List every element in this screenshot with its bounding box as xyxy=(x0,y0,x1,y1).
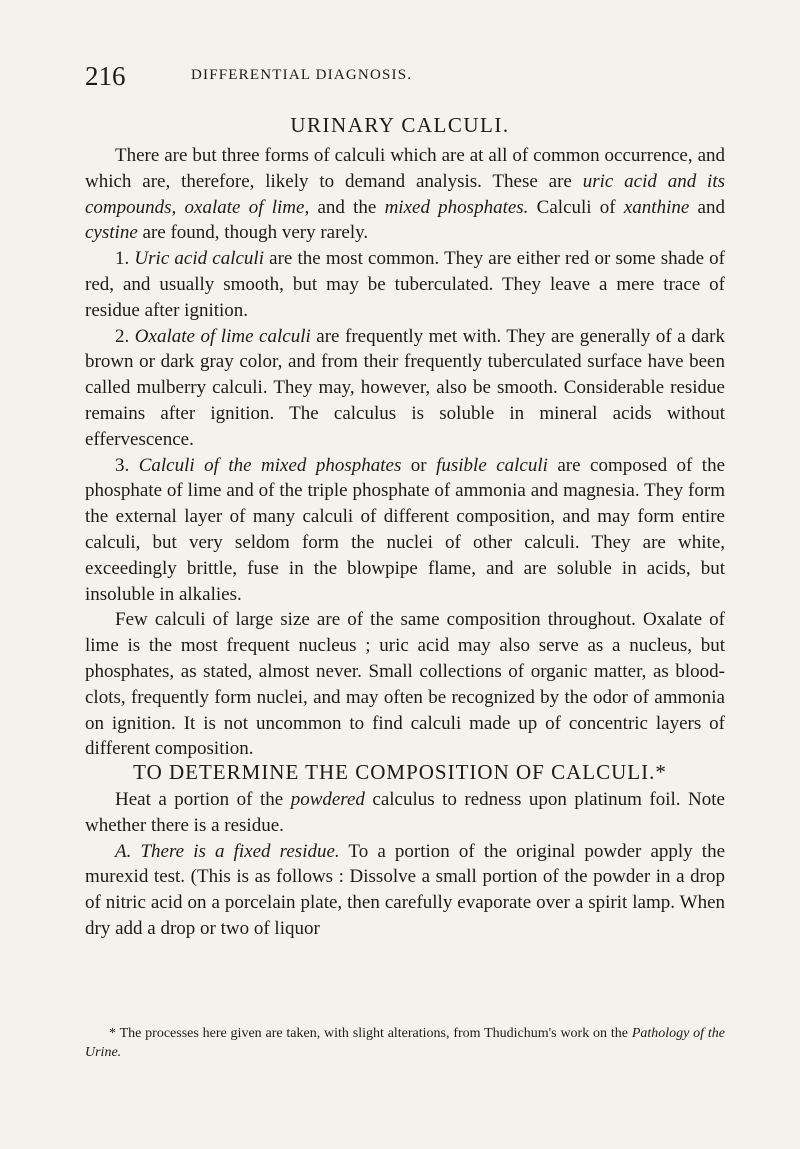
paragraph-heat: Heat a portion of the powdered calculus to redness upon platinum foil. Note whether there is a residue. xyxy=(85,789,725,836)
paragraph-fixed-residue: A. There is a fixed residue. To a portion of the original powder apply the murexid test. (This is as follows : Dissolve a small portion of the powder in a drop of nitric acid on a porcelain plate, then carefully evaporate over a spirit lamp. When dry add a drop or two of liquor xyxy=(85,840,726,939)
running-head: DIFFERENTIAL DIAGNOSIS. xyxy=(191,67,413,83)
section-title-urinary-calculi: URINARY CALCULI. xyxy=(290,113,510,137)
paragraph: There are but three forms of calculi which are at all of common occurrence, and which are, therefore, likely to demand analysis. These are uric acid and its compounds, oxalate of lime, and the mixed phosphates. Calculi of xanthine and cystine are found, though very rarely. xyxy=(85,145,725,244)
section-body-urinary-calculi xyxy=(85,143,725,762)
page-number: 216 xyxy=(85,61,126,91)
paragraph-oxalate: 2. Oxalate of lime calculi are frequently met with. They are generally of a dark brown or dark gray color, and from their frequently tuberculated surface have been called mulberry calculi. They may, however, also be smooth. Considerable residue remains after ignition. The calculus is soluble in mineral acids without effervescence. xyxy=(85,325,726,450)
paragraph-composition: Few calculi of large size are of the same composition throughout. Oxalate of lime is the most frequent nucleus ; uric acid may also serve as a nucleus, but phosphates, as stated, almost never. Small collections of organic matter, as blood-clots, frequently form nuclei, and may often be recognized by the odor of ammonia on ignition. It is not uncommon to find calculi made up of concentric layers of different composition. xyxy=(85,609,725,760)
page-header xyxy=(85,62,725,90)
footnote: * The processes here given are taken, with slight alterations, from Thudichum's work on the Pathology of the Urine. xyxy=(85,1026,725,1060)
section-body-determine-composition xyxy=(85,787,725,942)
section-title-determine-composition: TO DETERMINE THE COMPOSITION OF CALCULI.* xyxy=(133,760,667,784)
paragraph-phosphates: 3. Calculi of the mixed phosphates or fusible calculi are composed of the phosphate of lime and of the triple phosphate of ammonia and magnesia. They form the external layer of many calculi of different composition, and may form entire calculi, but very seldom form the nuclei of other calculi. They are white, exceedingly brittle, fuse in the blowpipe flame, and are soluble in acids, but insoluble in alkalies. xyxy=(85,454,726,605)
paragraph-uric-acid: 1. Uric acid calculi are the most common. They are either red or some shade of red, and usually smooth, but may be tuberculated. They leave a mere trace of residue after ignition. xyxy=(85,248,725,321)
